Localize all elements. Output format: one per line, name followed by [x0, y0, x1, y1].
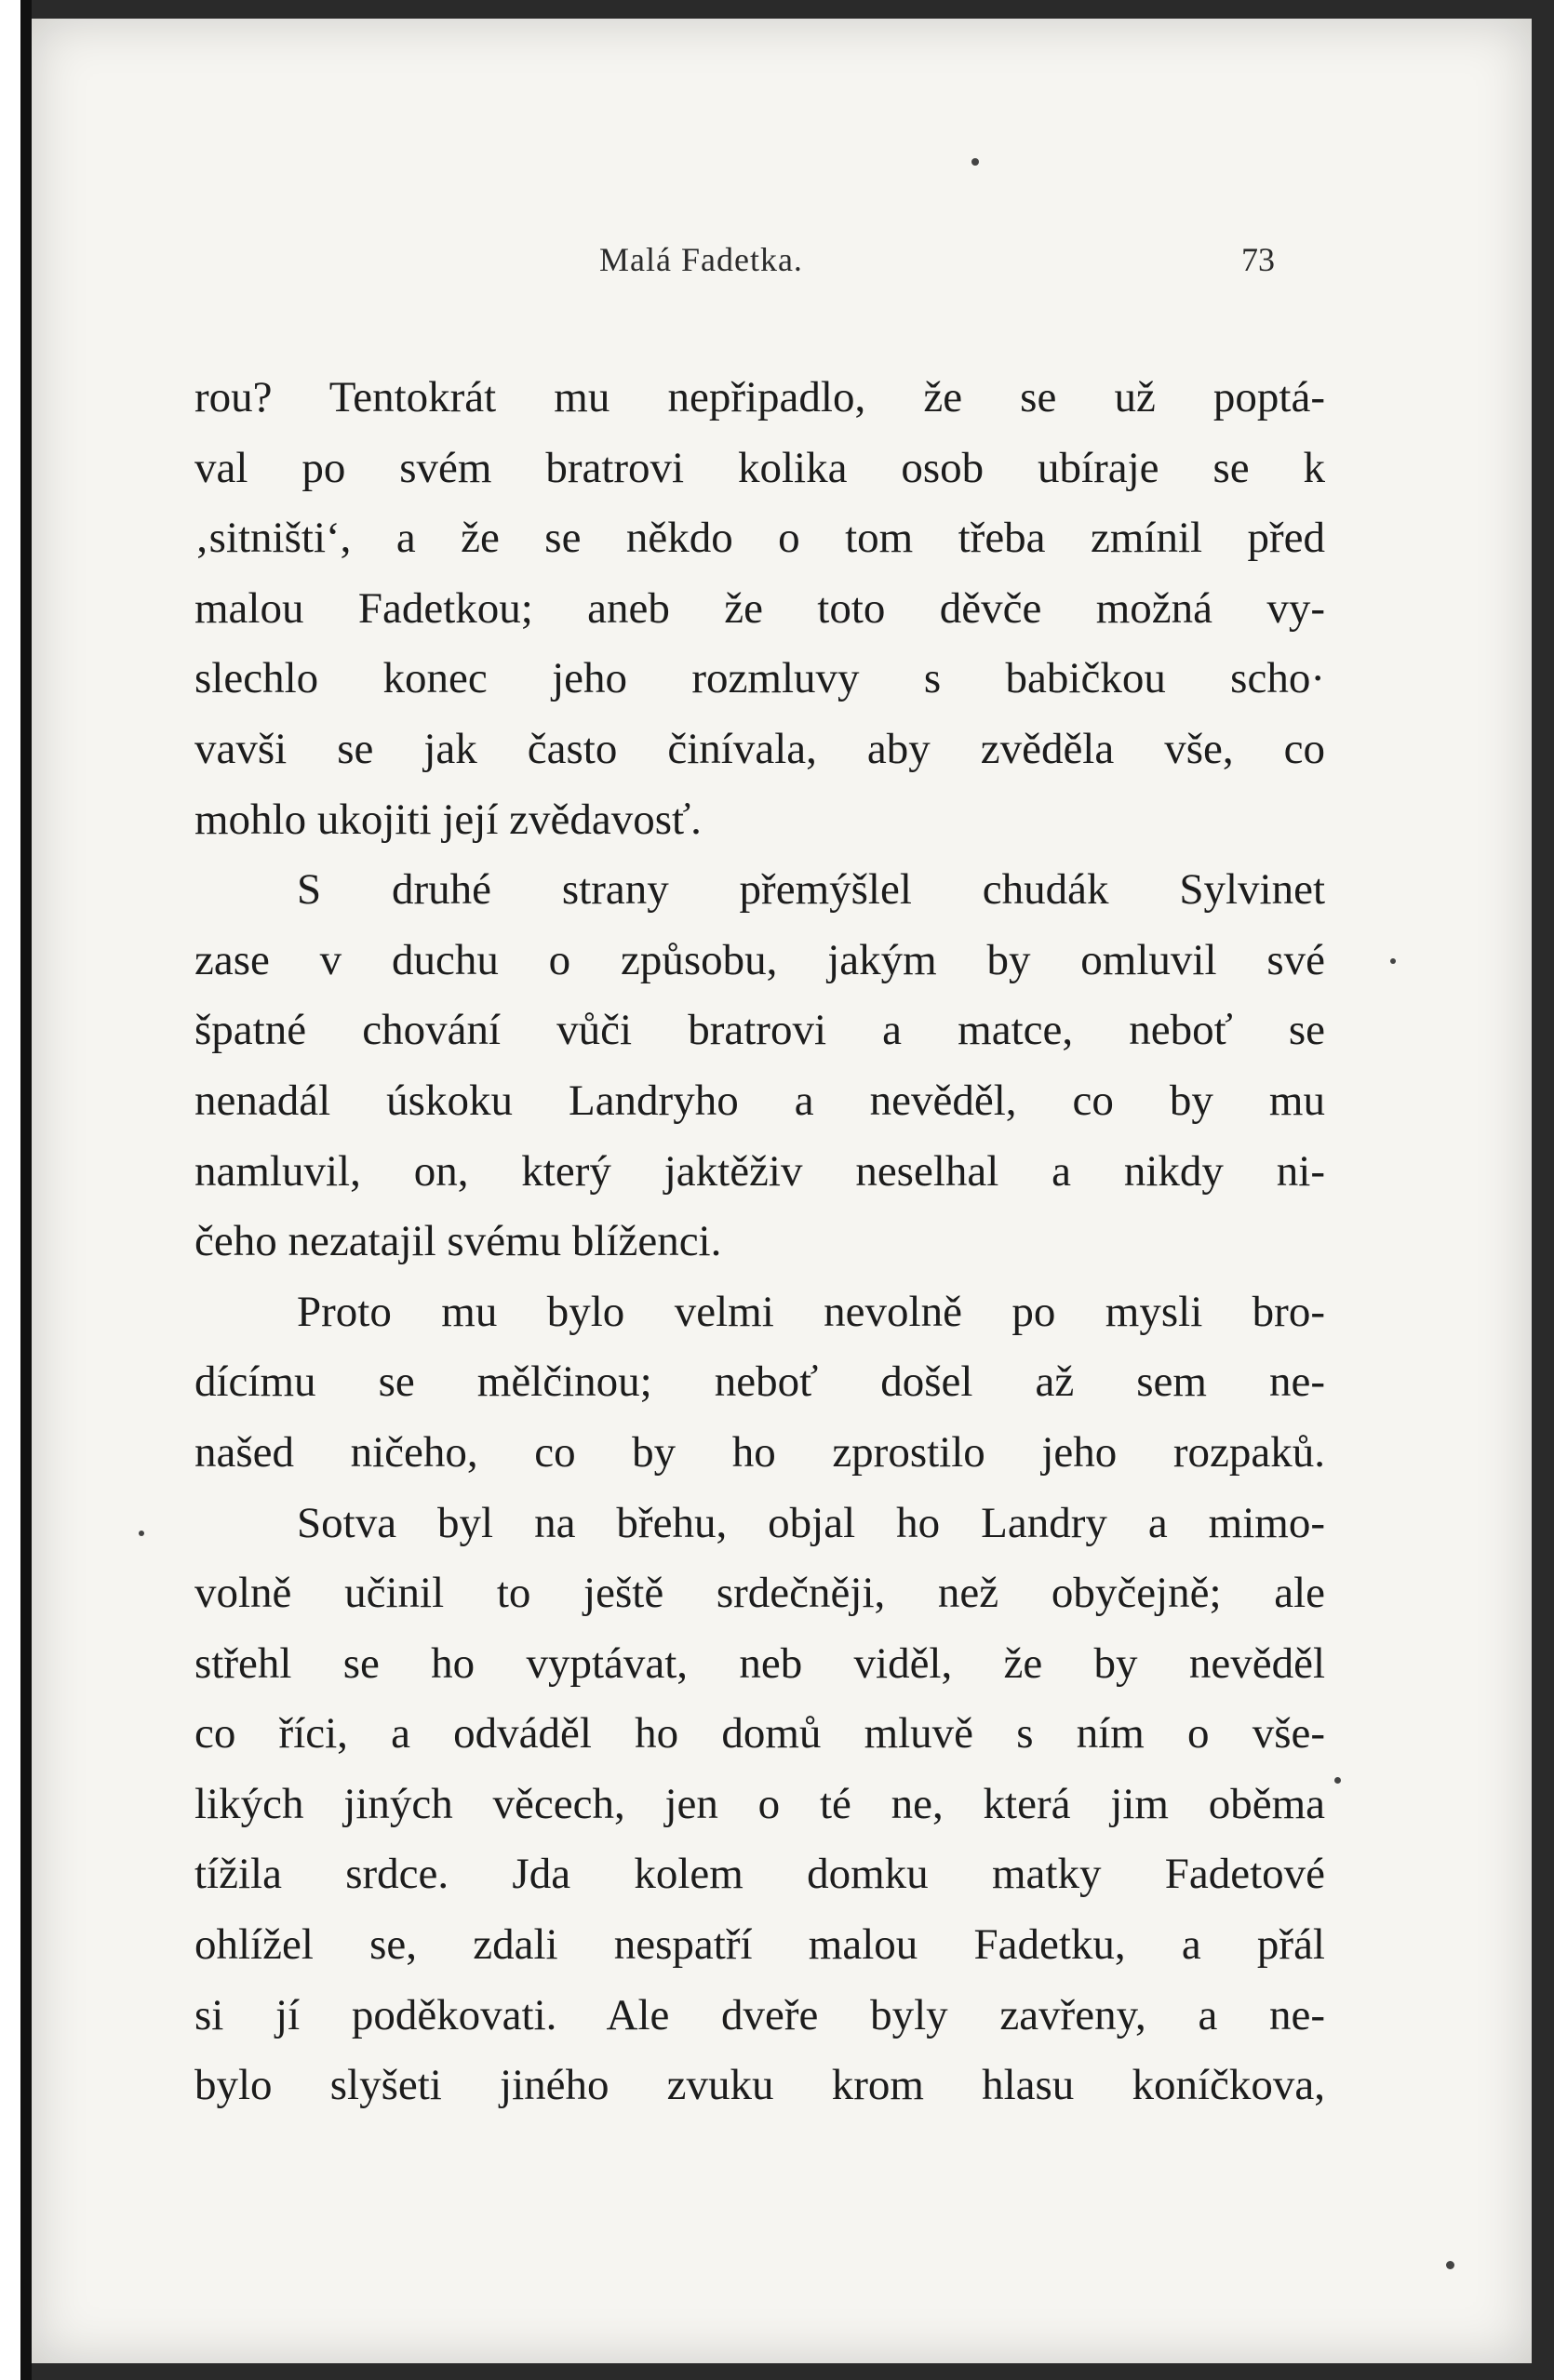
- text-line: S druhé strany přemýšlel chudák Sylvinet: [297, 865, 1325, 915]
- body-text: [194, 363, 1325, 2121]
- text-line: namluvil, on, který jaktěživ neselhal a nikdy ni-: [194, 1146, 1325, 1196]
- page-header: [32, 240, 1532, 296]
- text-line: mohlo ukojiti její zvědavosť.: [194, 795, 702, 844]
- book-binding: [0, 0, 20, 2380]
- text-line: střehl se ho vyptávat, neb viděl, že by nevěděl: [194, 1638, 1325, 1688]
- text-line: val po svém bratrovi kolika osob ubíraje se k: [194, 443, 1325, 492]
- text-line: slechlo konec jeho rozmluvy s babičkou scho·: [194, 654, 1325, 703]
- paper-speck: [971, 158, 979, 166]
- paper-speck: [1334, 1777, 1341, 1784]
- text-line: zase v duchu o způsobu, jakým by omluvil své: [194, 935, 1325, 984]
- text-line: bylo slyšeti jiného zvuku krom hlasu koníčkova,: [194, 2061, 1325, 2110]
- text-line: našed ničeho, co by ho zprostilo jeho rozpaků.: [194, 1427, 1325, 1477]
- text-line: malou Fadetkou; aneb že toto děvče možná vy-: [194, 583, 1325, 633]
- text-line: špatné chování vůči bratrovi a matce, neboť se: [194, 1006, 1325, 1055]
- text-line: Proto mu bylo velmi nevolně po mysli bro-: [297, 1287, 1325, 1336]
- text-line: dícímu se mělčinou; neboť došel až sem ne-: [194, 1357, 1325, 1407]
- paper-speck: [139, 1531, 144, 1536]
- text-line: volně učinil to ještě srdečněji, než obyčejně; ale: [194, 1569, 1325, 1618]
- page-number: 73: [1241, 241, 1275, 278]
- text-line: co říci, a odváděl ho domů mluvě s ním o vše-: [194, 1709, 1325, 1758]
- text-line: vavši se jak často činívala, aby zvěděla vše, co: [194, 724, 1325, 773]
- text-line: čeho nezatajil svému blíženci.: [194, 1217, 722, 1266]
- text-line: si jí poděkovati. Ale dveře byly zavřeny, a ne-: [194, 1990, 1325, 2039]
- text-line: likých jiných věcech, jen o té ne, která jim oběma: [194, 1779, 1325, 1828]
- text-line: nenadál úskoku Landryho a nevěděl, co by mu: [194, 1076, 1325, 1125]
- text-line: ohlížel se, zdali nespatří malou Fadetku, a přál: [194, 1920, 1325, 1970]
- binding-shadow: [20, 0, 32, 2380]
- text-line: rou? Tentokrát mu nepřipadlo, že se už poptá-: [194, 373, 1325, 421]
- book-page: [32, 19, 1532, 2363]
- text-line: Sotva byl na břehu, objal ho Landry a mimo-: [297, 1498, 1325, 1547]
- paper-speck: [1390, 958, 1396, 964]
- paper-speck: [1446, 2261, 1454, 2269]
- text-line: tížila srdce. Jda kolem domku matky Fadetové: [194, 1850, 1325, 1899]
- running-title: Malá Fadetka.: [599, 241, 803, 278]
- text-line: ‚sitništi‘, a že se někdo o tom třeba zmínil před: [194, 514, 1325, 563]
